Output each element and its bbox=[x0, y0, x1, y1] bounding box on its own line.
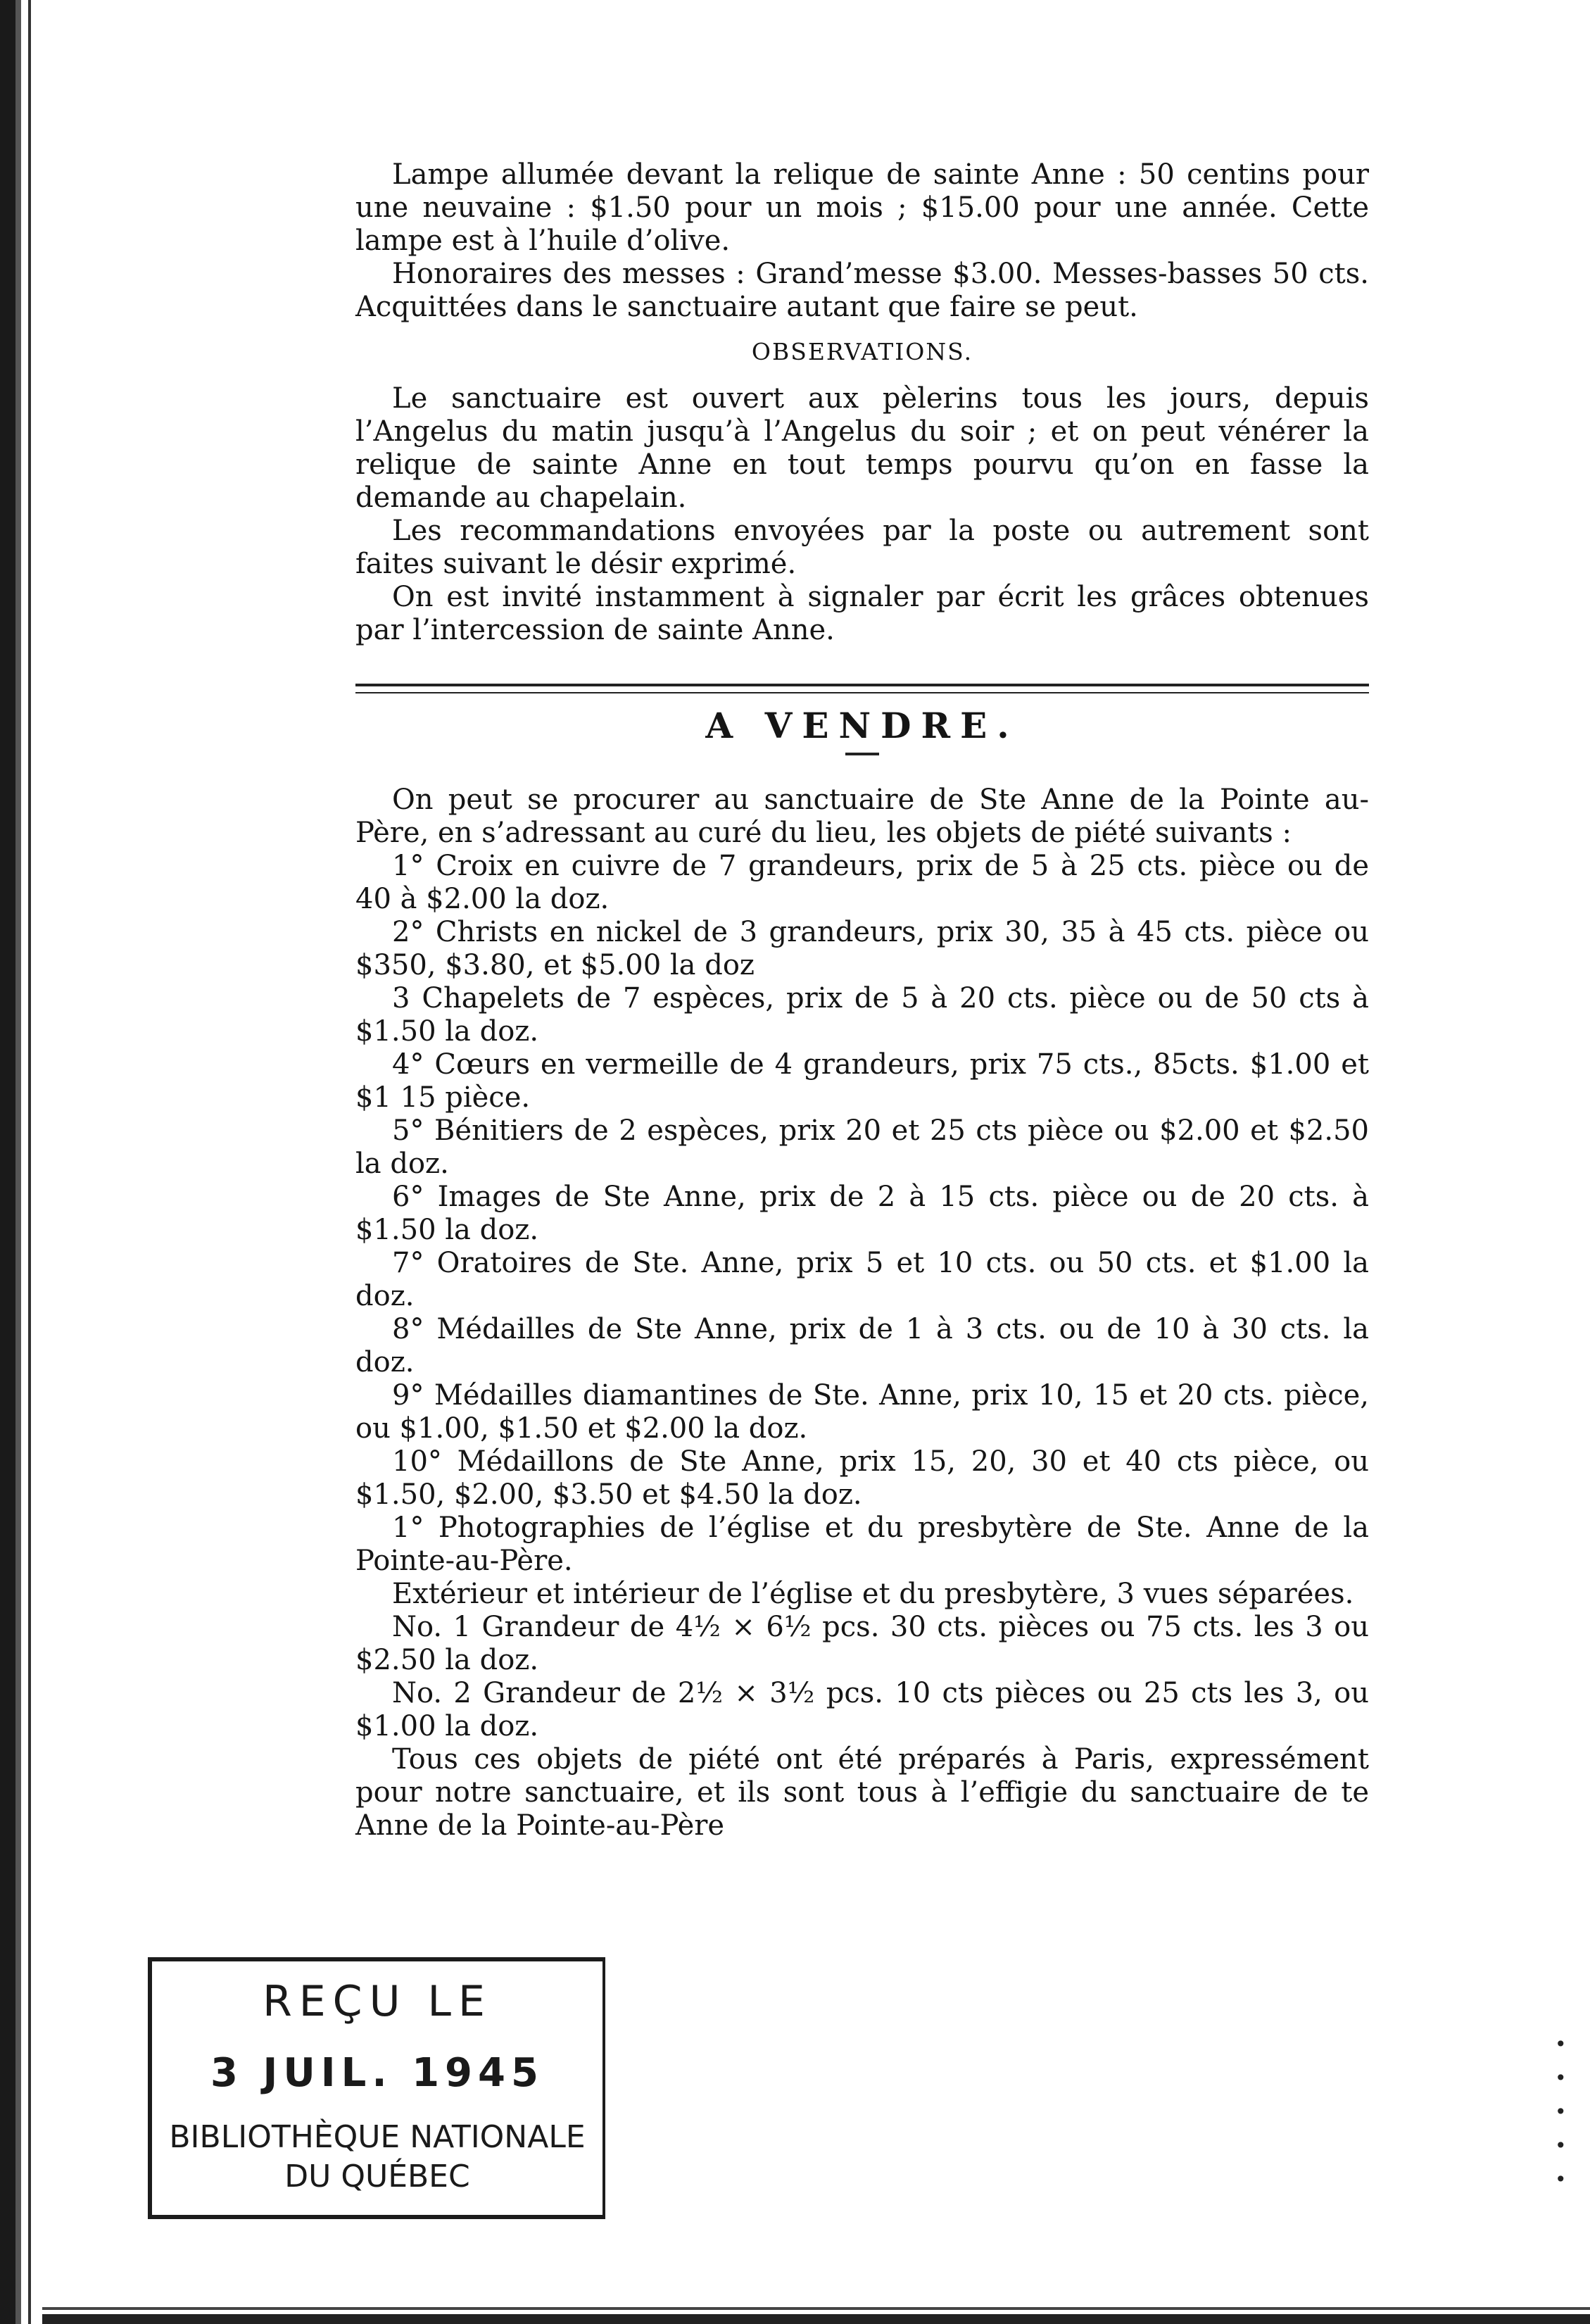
scan-bottom-edge bbox=[42, 2300, 1590, 2324]
lamp-paragraph: Lampe allumée devant la relique de sainte Anne : 50 centins pour une neuvaine : $1.50 pour un mois ; $15.00 pour une année. Cette lampe est à l’huile d’olive. bbox=[355, 158, 1369, 257]
sale-item: No. 2 Grandeur de 2½ × 3½ pcs. 10 cts pièces ou 25 cts les 3, ou $1.00 la doz. bbox=[355, 1677, 1369, 1742]
sale-item: 10° Médaillons de Ste Anne, prix 15, 20, 30 et 40 cts pièce, ou $1.50, $2.00, $3.50 et $4.50 la doz. bbox=[355, 1445, 1369, 1511]
sale-item: 6° Images de Ste Anne, prix de 2 à 15 cts. pièce ou de 20 cts. à $1.50 la doz. bbox=[355, 1181, 1369, 1246]
sale-item: 4° Cœurs en vermeille de 4 grandeurs, prix 75 cts., 85cts. $1.00 et $1 15 pièce. bbox=[355, 1048, 1369, 1114]
sale-item: No. 1 Grandeur de 4½ × 6½ pcs. 30 cts. pièces ou 75 cts. les 3 ou $2.50 la doz. bbox=[355, 1611, 1369, 1676]
heading-underline bbox=[845, 753, 879, 755]
scan-left-edge bbox=[0, 0, 48, 2324]
stamp-date: 3 JUIL. 1945 bbox=[210, 2050, 544, 2096]
stamp-library-location: DU QUÉBEC bbox=[284, 2159, 470, 2194]
sale-item: 8° Médailles de Ste Anne, prix de 1 à 3 cts. ou de 10 à 30 cts. la doz. bbox=[355, 1313, 1369, 1378]
section-divider bbox=[355, 684, 1369, 693]
sale-heading: A VENDRE. bbox=[705, 705, 1019, 746]
sale-intro: On peut se procurer au sanctuaire de Ste Anne de la Pointe au-Père, en s’adressant au curé du lieu, les objets de piété suivants : bbox=[355, 784, 1369, 849]
stamp-library-name: BIBLIOTHÈQUE NATIONALE bbox=[169, 2119, 586, 2155]
sale-item: 5° Bénitiers de 2 espèces, prix 20 et 25 cts pièce ou $2.00 et $2.50 la doz. bbox=[355, 1114, 1369, 1180]
sale-item: Extérieur et intérieur de l’église et du presbytère, 3 vues séparées. bbox=[392, 1578, 1354, 1610]
masses-paragraph: Honoraires des messes : Grand’messe $3.00. Messes-basses 50 cts. Acquittées dans le sanctuaire autant que faire se peut. bbox=[355, 258, 1369, 323]
observations-heading: OBSERVATIONS. bbox=[751, 338, 973, 365]
observation-paragraph: On est invité instamment à signaler par écrit les grâces obtenues par l’intercession de sainte Anne. bbox=[355, 581, 1369, 646]
stamp-received-label: REÇU LE bbox=[263, 1977, 492, 2026]
sale-item: 7° Oratoires de Ste. Anne, prix 5 et 10 cts. ou 50 cts. et $1.00 la doz. bbox=[355, 1247, 1369, 1312]
sale-item: 2° Christs en nickel de 3 grandeurs, prix 30, 35 à 45 cts. pièce ou $350, $3.80, et $5.00 la doz bbox=[355, 916, 1369, 981]
observation-paragraph: Le sanctuaire est ouvert aux pèlerins tous les jours, depuis l’Angelus du matin jusqu’à l’Angelus du soir ; et on peut vénérer la relique de sainte Anne en tout temps pourvu qu’on en fasse la demande au chapelain. bbox=[355, 382, 1369, 514]
sale-item: 1° Photographies de l’église et du presbytère de Ste. Anne de la Pointe-au-Père. bbox=[355, 1512, 1369, 1577]
sale-item: 1° Croix en cuivre de 7 grandeurs, prix de 5 à 25 cts. pièce ou de 40 à $2.00 la doz. bbox=[355, 850, 1369, 915]
observation-paragraph: Les recommandations envoyées par la poste ou autrement sont faites suivant le désir exprimé. bbox=[355, 515, 1369, 580]
document-page bbox=[355, 158, 1369, 1842]
closing-note: Tous ces objets de piété ont été préparés à Paris, expressément pour notre sanctuaire, et ils sont tous à l’effigie du sanctuaire de te Anne de la Pointe-au-Père bbox=[355, 1743, 1369, 1842]
sale-item: 9° Médailles diamantines de Ste. Anne, prix 10, 15 et 20 cts. pièce, ou $1.00, $1.50 et $2.00 la doz. bbox=[355, 1379, 1369, 1445]
library-received-stamp bbox=[148, 1957, 605, 2219]
scan-edge-marks: • • • • • bbox=[1555, 2033, 1567, 2191]
sale-item: 3 Chapelets de 7 espèces, prix de 5 à 20 cts. pièce ou de 50 cts à $1.50 la doz. bbox=[355, 982, 1369, 1048]
